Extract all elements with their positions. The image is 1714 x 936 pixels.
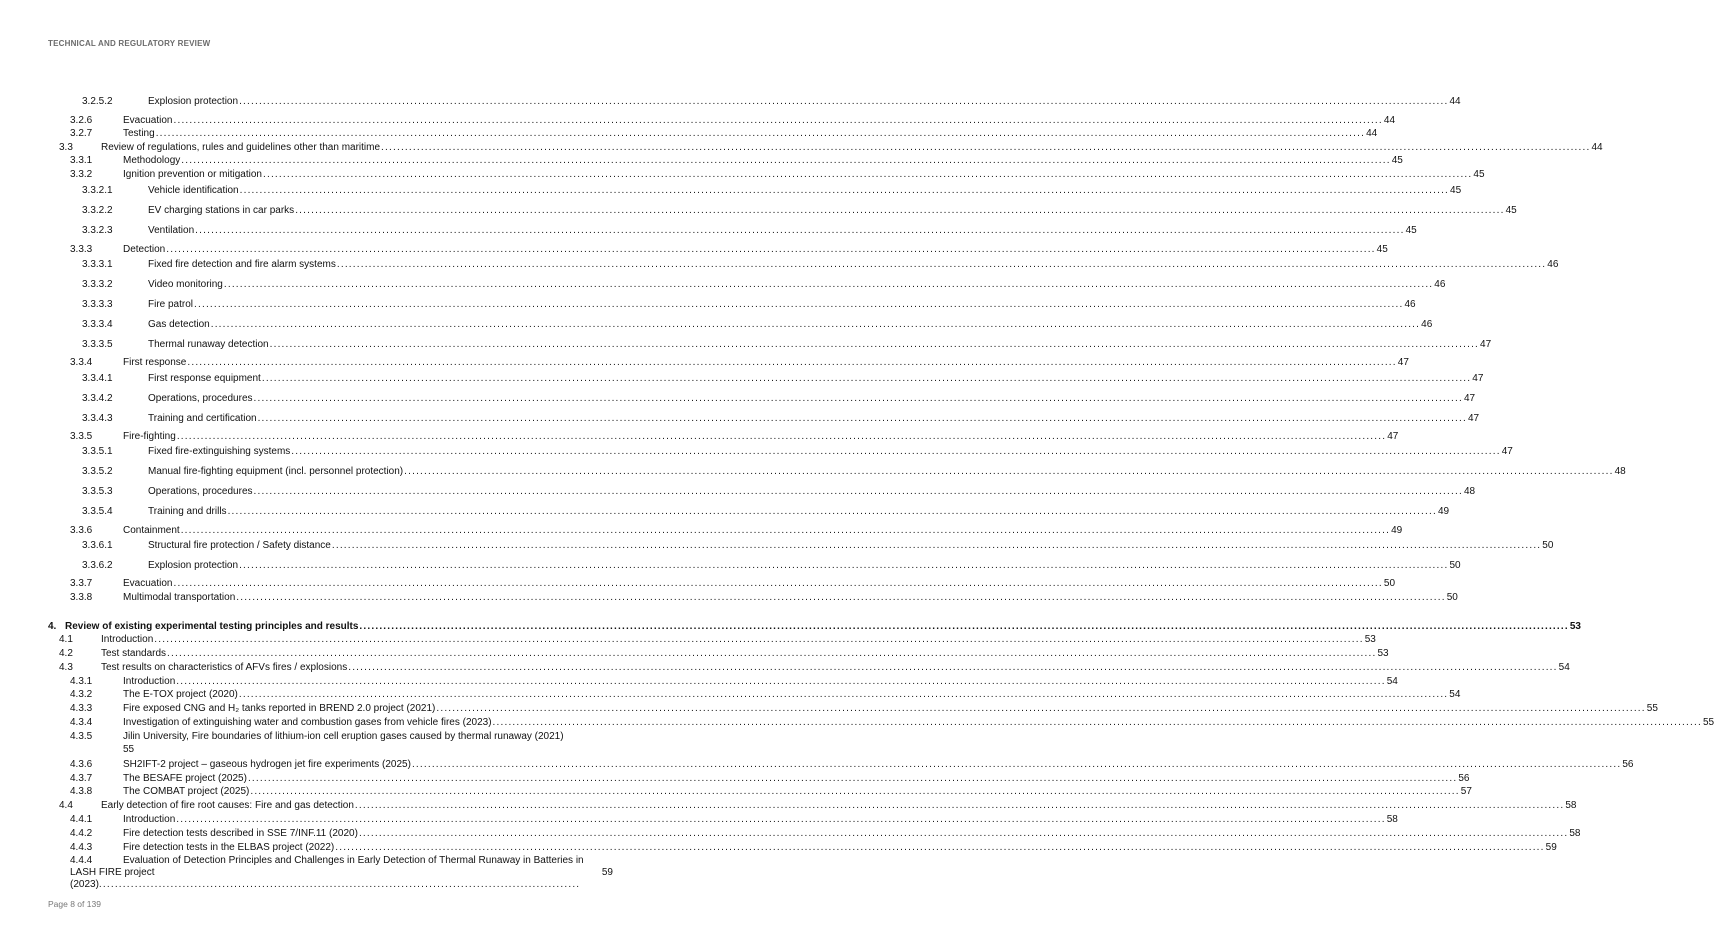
toc-title: Training and drills <box>148 506 227 517</box>
toc-page: 44 <box>1449 96 1461 107</box>
toc-number: 4. <box>48 621 57 632</box>
toc-title: Investigation of extinguishing water and combustion gases from vehicle fires (2023) <box>123 717 492 728</box>
toc-number: 3.3.8 <box>70 592 93 603</box>
toc-page: 55 <box>1702 717 1714 728</box>
toc-page: 54 <box>1449 689 1461 700</box>
toc-number: 4.3.8 <box>70 786 93 797</box>
toc-page: 46 <box>1421 319 1433 330</box>
toc-number: 4.4.1 <box>70 814 93 825</box>
toc-number: 3.3.3 <box>70 244 93 255</box>
toc-page: 45 <box>1391 155 1403 166</box>
toc-page: 48 <box>1614 466 1626 477</box>
toc-number: 4.4.4 <box>70 855 93 866</box>
toc-title: First response <box>123 357 187 368</box>
toc-page: 47 <box>1472 373 1484 384</box>
toc-page: 46 <box>1434 279 1446 290</box>
toc-number: 4.2 <box>59 648 73 659</box>
toc-number: 4.3.4 <box>70 717 93 728</box>
toc-number: 4.4.3 <box>70 842 93 853</box>
toc-title: Gas detection <box>148 319 210 330</box>
toc-number: 4.3.7 <box>70 773 93 784</box>
toc-number: 3.3.4.2 <box>82 393 113 404</box>
toc-page: 45 <box>1505 205 1517 216</box>
toc-title: The BESAFE project (2025) <box>123 773 247 784</box>
toc-number: 3.3 <box>59 142 73 153</box>
toc-page: 47 <box>1387 431 1399 442</box>
page-footer: Page 8 of 139 <box>48 899 101 909</box>
toc-title: Evacuation <box>123 578 173 589</box>
toc-title: Video monitoring <box>148 279 223 290</box>
toc-number: 3.3.2.1 <box>82 185 113 196</box>
toc-number: 3.3.5.3 <box>82 486 113 497</box>
toc-page: 44 <box>1383 115 1396 126</box>
toc-page: 45 <box>1450 185 1462 196</box>
toc-page: 44 <box>1591 142 1603 153</box>
toc-title: Testing <box>123 128 155 139</box>
toc-title: Introduction <box>123 676 176 687</box>
toc-title: Structural fire protection / Safety distance <box>148 540 331 551</box>
toc-page: 47 <box>1468 413 1480 424</box>
toc-page: 45 <box>1405 225 1417 236</box>
toc-page: 47 <box>1463 393 1476 404</box>
toc-page: 56 <box>1622 759 1634 770</box>
toc-title: Review of existing experimental testing principles and results <box>65 621 359 632</box>
toc-title: First response equipment <box>148 373 261 384</box>
toc-page: 47 <box>1480 339 1492 350</box>
toc-title: Introduction <box>123 814 176 825</box>
toc-page: 58 <box>1386 814 1398 825</box>
toc-page: 47 <box>1501 446 1513 457</box>
toc-number: 4.4 <box>59 800 73 811</box>
toc-title: Fire detection tests in the ELBAS project (2022) <box>123 842 335 853</box>
toc-title: EV charging stations in car parks <box>148 205 295 216</box>
toc-number: 3.3.5.1 <box>82 446 113 457</box>
toc-number: 4.3.5 <box>70 731 93 742</box>
toc-number: 4.1 <box>59 634 73 645</box>
toc-title: Test standards <box>101 648 167 659</box>
toc-number: 3.3.3.5 <box>82 339 113 350</box>
toc-page: 58 <box>1569 828 1581 839</box>
toc-page: 56 <box>1458 773 1470 784</box>
toc-page: 50 <box>1542 540 1554 551</box>
toc-title: Evacuation <box>123 115 173 126</box>
toc-title: Fire exposed CNG and H₂ tanks reported in BREND 2.0 project (2021) <box>123 703 436 714</box>
toc-number: 3.2.5.2 <box>82 96 113 107</box>
toc-title: Fire detection tests described in SSE 7/INF.11 (2020) <box>123 828 358 839</box>
toc-title: Methodology <box>123 155 181 166</box>
toc-number: 3.3.3.4 <box>82 319 113 330</box>
toc-page: 53 <box>1364 634 1376 645</box>
toc-page: 55 <box>123 744 135 755</box>
toc-page: 50 <box>1383 578 1396 589</box>
toc-page: 54 <box>1558 662 1570 673</box>
toc-title: Ignition prevention or mitigation <box>123 169 262 180</box>
toc-title: Operations, procedures <box>148 486 253 497</box>
toc-number: 3.3.6 <box>70 525 93 536</box>
toc-number: 3.3.3.2 <box>82 279 113 290</box>
toc-number: 3.3.7 <box>70 578 93 589</box>
toc-page: 57 <box>1460 786 1472 797</box>
toc-page: 46 <box>1547 259 1559 270</box>
toc-title: Explosion protection <box>148 560 239 571</box>
toc-page: 44 <box>1366 128 1378 139</box>
toc-page: 47 <box>1397 357 1409 368</box>
toc-title: Evaluation of Detection Principles and Challenges in Early Detection of Thermal Runaway in Batteries in LASH FIRE project (2023) <box>70 855 584 890</box>
toc-page: 50 <box>1446 592 1458 603</box>
toc-page: 53 <box>1377 648 1389 659</box>
toc-page: 59 <box>548 867 613 879</box>
toc-page: 48 <box>1463 486 1476 497</box>
toc-number: 3.3.3.3 <box>82 299 113 310</box>
toc-page: 45 <box>1473 169 1485 180</box>
toc-title: The E-TOX project (2020) <box>123 689 238 700</box>
toc-page: 46 <box>1404 299 1416 310</box>
toc-title: Fire patrol <box>148 299 194 310</box>
toc-title: Containment <box>123 525 180 536</box>
toc-number: 3.3.4.1 <box>82 373 113 384</box>
toc-page: 49 <box>1437 506 1450 517</box>
toc-number: 4.3.2 <box>70 689 93 700</box>
toc-title: Review of regulations, rules and guidelines other than maritime <box>101 142 381 153</box>
toc-number: 3.3.6.2 <box>82 560 113 571</box>
toc-number: 3.3.4 <box>70 357 93 368</box>
toc-title: Multimodal transportation <box>123 592 236 603</box>
toc-entry-wrapped[interactable]: 4.4.4 Evaluation of Detection Principles and Challenges in Early Detection of Thermal Runaway in Batteries in LASH FIRE project (2023)......................................................................................................................... 59 <box>70 855 613 890</box>
toc-title: Fixed fire detection and fire alarm systems <box>148 259 336 270</box>
toc-title: Operations, procedures <box>148 393 253 404</box>
toc-number: 4.3.1 <box>70 676 93 687</box>
toc-title: The COMBAT project (2025) <box>123 786 250 797</box>
toc-title: Introduction <box>101 634 154 645</box>
toc-number: 3.3.5 <box>70 431 93 442</box>
toc-title: Training and certification <box>148 413 257 424</box>
toc-number: 3.2.6 <box>70 115 93 126</box>
toc-title: Early detection of fire root causes: Fire and gas detection <box>101 800 354 811</box>
toc-number: 4.4.2 <box>70 828 93 839</box>
toc-page: 58 <box>1565 800 1577 811</box>
toc-page: 54 <box>1386 676 1398 687</box>
toc-number: 3.3.6.1 <box>82 540 113 551</box>
toc-number: 3.3.2.3 <box>82 225 113 236</box>
toc-title: Fixed fire-extinguishing systems <box>148 446 291 457</box>
toc-title: Ventilation <box>148 225 195 236</box>
toc-title: Explosion protection <box>148 96 239 107</box>
toc-page: 59 <box>1545 842 1557 853</box>
toc-page: 49 <box>1391 525 1403 536</box>
toc-number: 3.3.1 <box>70 155 93 166</box>
toc-page: 55 <box>1646 703 1658 714</box>
toc-number: 3.3.5.4 <box>82 506 113 517</box>
toc-title: Thermal runaway detection <box>148 339 269 350</box>
toc-number: 4.3.3 <box>70 703 93 714</box>
toc-title: SH2IFT-2 project – gaseous hydrogen jet fire experiments (2025) <box>123 759 411 770</box>
toc-number: 3.3.4.3 <box>82 413 113 424</box>
toc-page: 50 <box>1449 560 1461 571</box>
running-header: TECHNICAL AND REGULATORY REVIEW <box>48 39 211 48</box>
toc-number: 3.2.7 <box>70 128 93 139</box>
toc-title: Vehicle identification <box>148 185 239 196</box>
toc-title: Detection <box>123 244 166 255</box>
toc-title: Test results on characteristics of AFVs fires / explosions <box>101 662 348 673</box>
toc-title: Fire-fighting <box>123 431 176 442</box>
toc-page: 45 <box>1376 244 1388 255</box>
toc-number: 3.3.3.1 <box>82 259 113 270</box>
toc-number: 4.3.6 <box>70 759 93 770</box>
toc-number: 3.3.2.2 <box>82 205 113 216</box>
toc-title: Jilin University, Fire boundaries of lithium-ion cell eruption gases caused by thermal runaway (2021) <box>123 731 564 742</box>
toc-number: 3.3.5.2 <box>82 466 113 477</box>
toc-number: 4.3 <box>59 662 73 673</box>
toc-number: 3.3.2 <box>70 169 93 180</box>
toc-title: Manual fire-fighting equipment (incl. personnel protection) <box>148 466 404 477</box>
toc-entry-wrapped[interactable] <box>70 731 613 757</box>
toc-page: 53 <box>1569 621 1581 632</box>
